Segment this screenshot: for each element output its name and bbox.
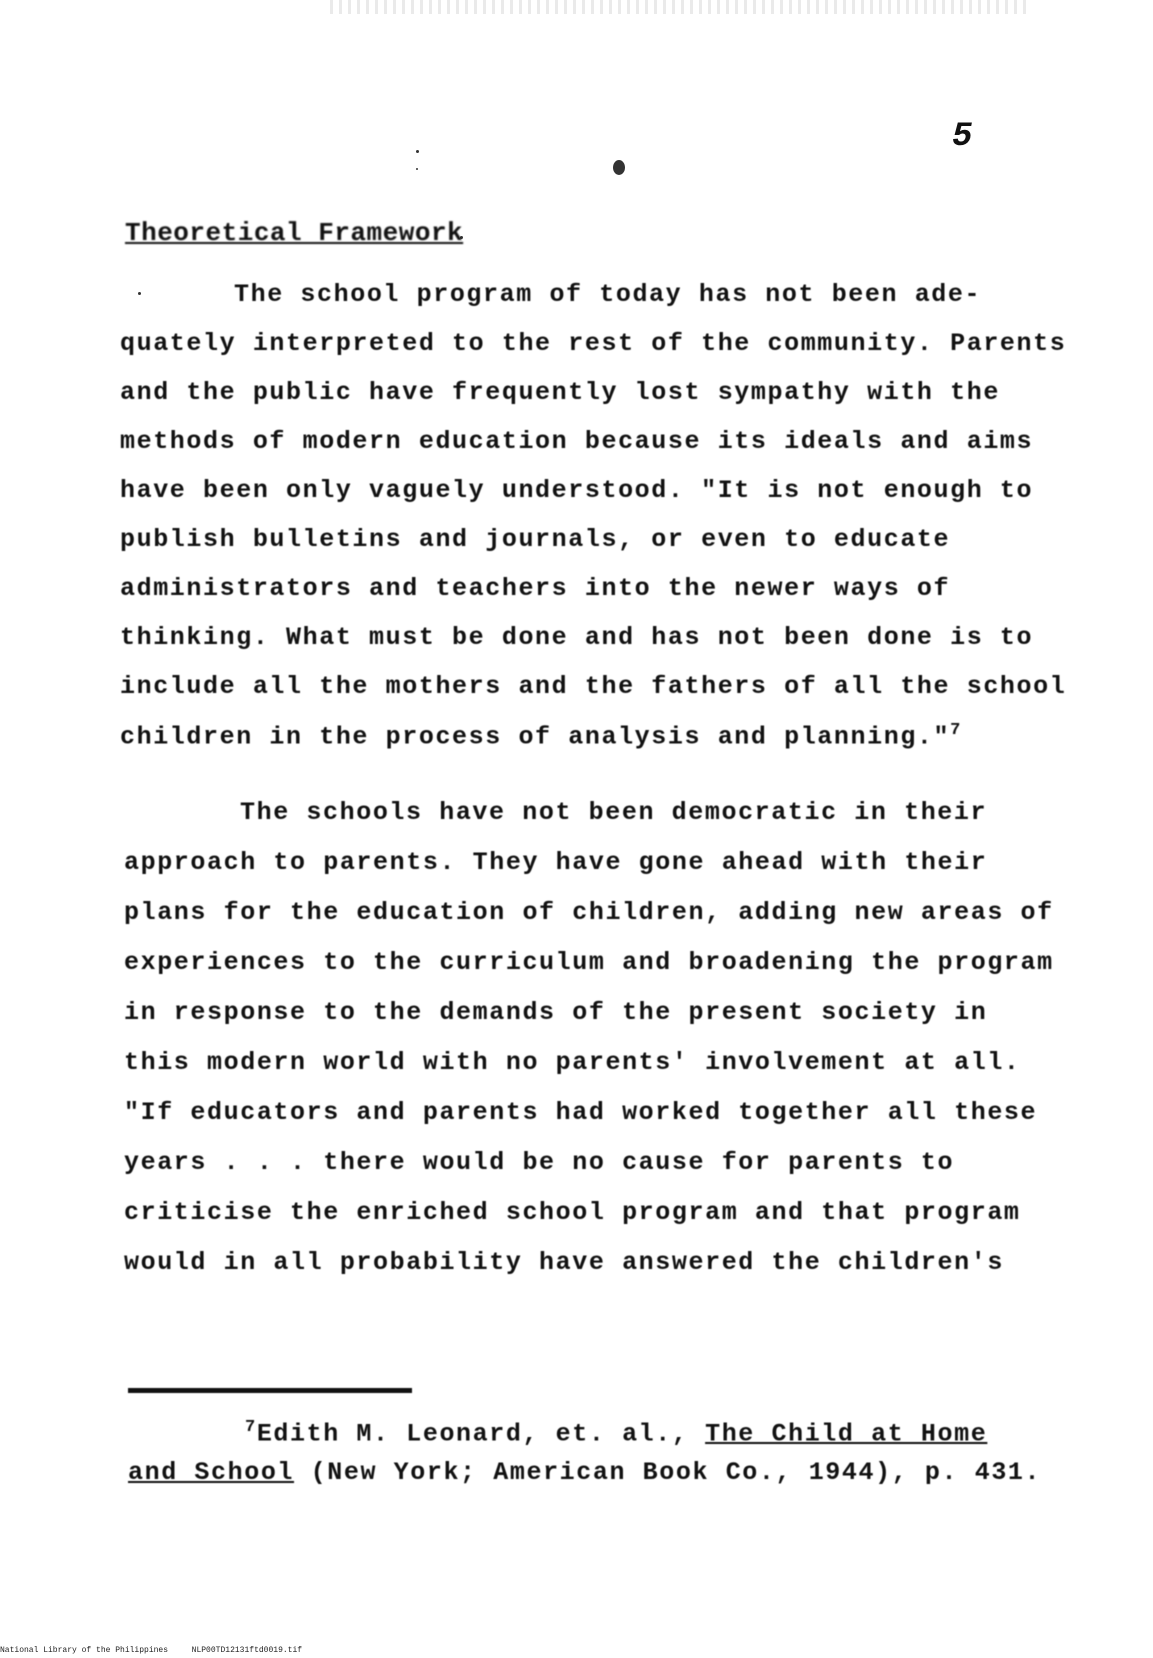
paragraph-2-line: in response to the demands of the present society in <box>124 998 988 1027</box>
paragraph-2-line: years . . . there would be no cause for parents to <box>124 1148 955 1177</box>
footnote-title: The Child at Home <box>705 1419 988 1449</box>
paragraph-2-line: criticise the enriched school program and that program <box>124 1198 1021 1227</box>
paragraph-2-line: "If educators and parents had worked together all these <box>124 1098 1038 1127</box>
paragraph-1-line: methods of modern education because its ideals and aims <box>120 427 1034 456</box>
paragraph-1-line: quately interpreted to the rest of the community. Parents <box>120 329 1067 358</box>
paragraph-1-line: thinking. What must be done and has not been done is to <box>120 623 1034 652</box>
footnote-separator <box>128 1388 412 1393</box>
paragraph-1-line: have been only vaguely understood. "It is not enough to <box>120 476 1034 505</box>
footnote-title-cont: and School <box>128 1458 295 1487</box>
scan-footer <box>0 1646 302 1655</box>
page-number: 5 <box>952 118 973 156</box>
paragraph-2-line: would in all probability have answered the children's <box>124 1248 1004 1277</box>
scan-institution: National Library of the Philippines <box>0 1646 169 1655</box>
scan-speck <box>416 168 418 170</box>
scan-speck <box>416 150 419 153</box>
paragraph-1-line: administrators and teachers into the newer ways of <box>120 574 951 603</box>
paragraph-2-line: this modern world with no parents' involvement at all. <box>124 1048 1021 1077</box>
scan-speck <box>613 160 625 175</box>
footnote-number: 7 <box>245 1418 257 1437</box>
paragraph-2-line: The schools have not been democratic in their <box>240 798 988 827</box>
scan-noise <box>330 0 1030 14</box>
paragraph-2-line: experiences to the curriculum and broadening the program <box>124 948 1054 977</box>
footnote-publication: (New York; American Book Co., 1944), p. 431. <box>294 1458 1042 1487</box>
paragraph-2-line: plans for the education of children, adding new areas of <box>124 898 1054 927</box>
footnote-line-2 <box>128 1458 1041 1487</box>
section-heading: Theoretical Framework <box>125 218 464 248</box>
footnote-reference: 7 <box>950 721 962 740</box>
footnote-author: Edith M. Leonard, et. al., <box>256 1419 706 1449</box>
scan-speck <box>138 292 141 295</box>
paragraph-1-line: include all the mothers and the fathers of all the school <box>120 672 1067 701</box>
paragraph-1-line: and the public have frequently lost sympathy with the <box>120 378 1000 407</box>
paragraph-1-line: publish bulletins and journals, or even to educate <box>120 525 951 554</box>
footnote-line-1 <box>245 1418 987 1448</box>
paragraph-2-line: approach to parents. They have gone ahead with their <box>124 848 988 877</box>
scan-filename: NLP00TD12131ftd0019.tif <box>191 1646 303 1655</box>
paragraph-1-line: The school program of today has not been ade- <box>234 280 982 309</box>
paragraph-1-text: children in the process of analysis and planning." <box>120 722 951 752</box>
paragraph-1-last-line <box>120 721 962 751</box>
